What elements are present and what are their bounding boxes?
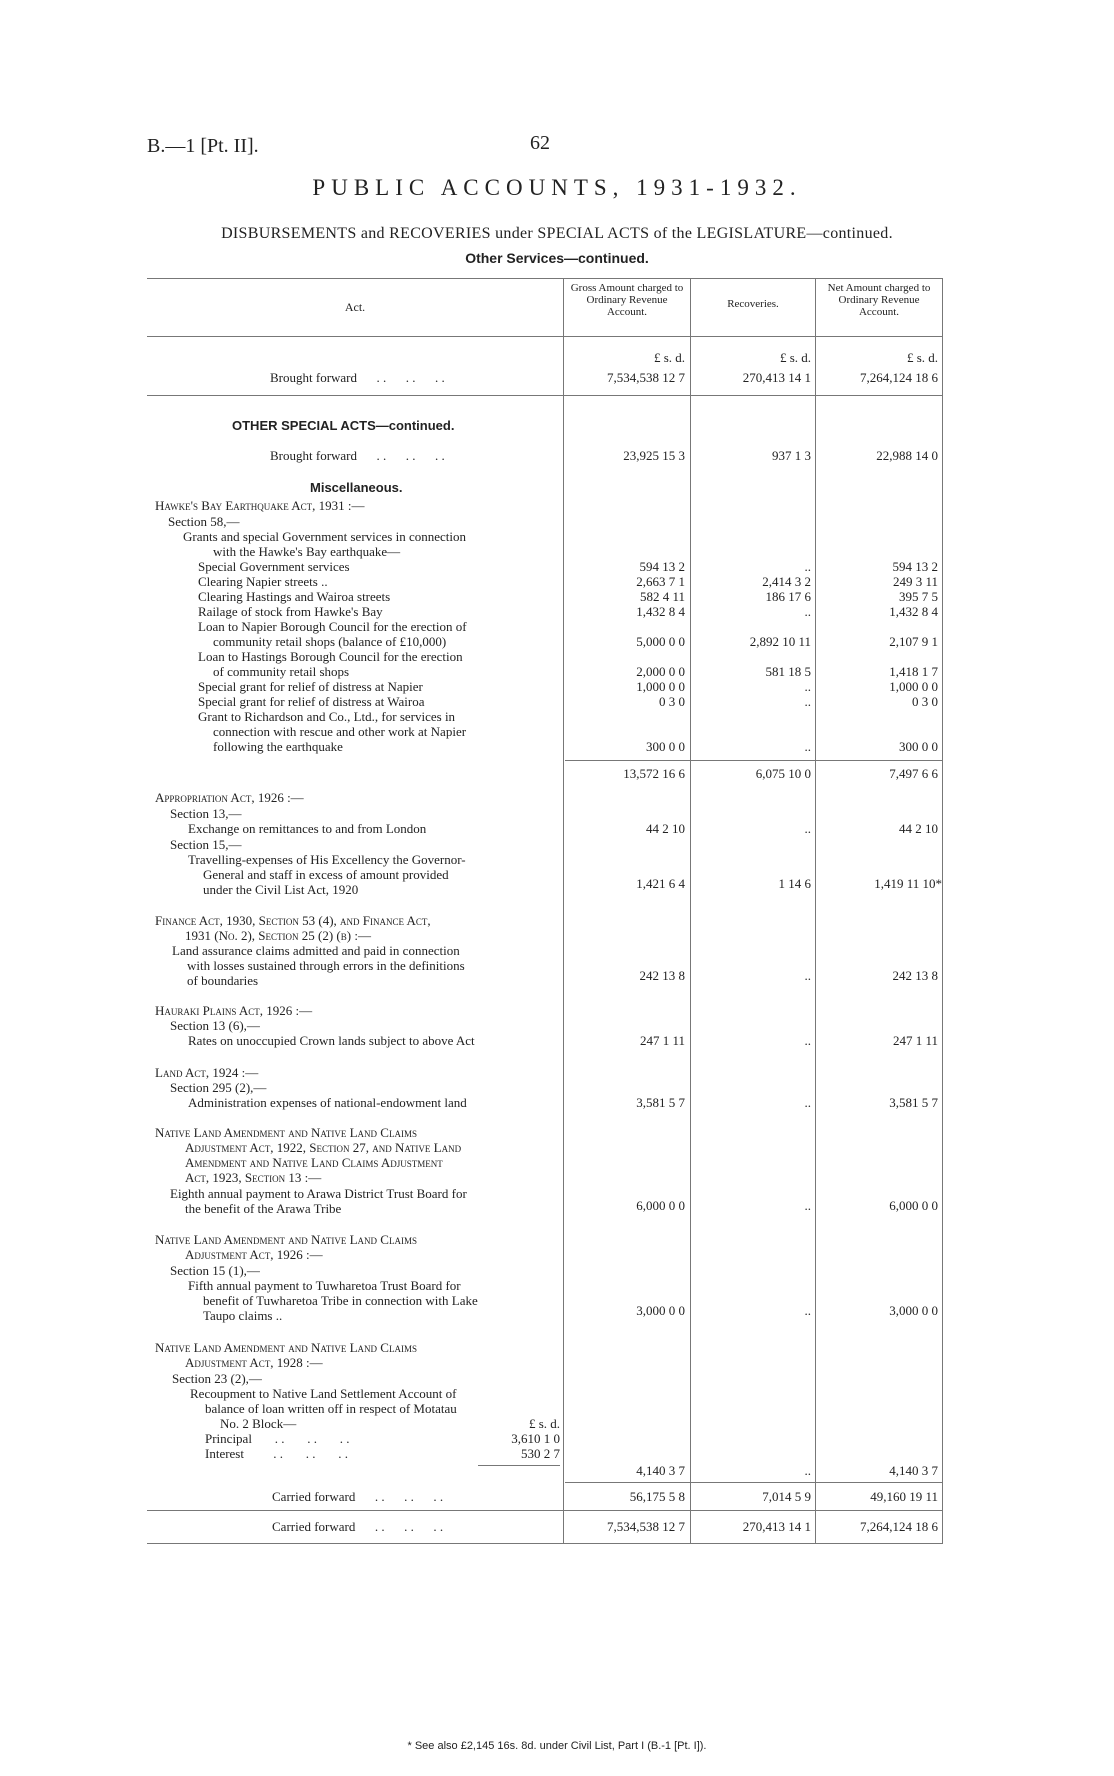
miscellaneous-heading: Miscellaneous.: [310, 480, 403, 495]
item-recoveries: ..: [804, 604, 811, 619]
item-label: Grant to Richardson and Co., Ltd., for services in: [198, 709, 456, 724]
brought-forward-recoveries: 270,413 14 1: [742, 370, 811, 385]
native-1928-sum-rule: [478, 1465, 560, 1466]
section-total-rule: [565, 1482, 942, 1483]
page-subtitle: DISBURSEMENTS and RECOVERIES under SPECIAL ACTS of the LEGISLATURE—continued.: [221, 225, 893, 242]
item-recoveries: 186 17 6: [765, 589, 811, 604]
appropriation-s13-recoveries: ..: [804, 821, 811, 836]
item-net: 395 7 5: [899, 589, 938, 604]
item-gross: 1,432 8 4: [636, 604, 685, 619]
hawkes-bay-subtotal-recoveries: 6,075 10 0: [755, 766, 811, 781]
appropriation-s15-line: under the Civil List Act, 1920: [203, 882, 359, 897]
finance-net: 242 13 8: [892, 968, 938, 983]
item-label: Special grant for relief of distress at Wairoa: [198, 694, 425, 709]
carried-forward-label: Carried forward . . . . . .: [272, 1519, 444, 1534]
appropriation-s15-line: Travelling-expenses of His Excellency the Governor-: [188, 852, 466, 867]
item-gross: 582 4 11: [639, 589, 685, 604]
appropriation-s13-net: 44 2 10: [899, 821, 938, 836]
hawkes-bay-section: Section 58,—: [168, 514, 240, 529]
appropriation-s15: Section 15,—: [170, 837, 242, 852]
native-1922-gross: 6,000 0 0: [636, 1198, 685, 1213]
item-label: Special grant for relief of distress at Napier: [198, 679, 423, 694]
hawkes-bay-act-heading: Hawke's Bay Earthquake Act, 1931 :—: [155, 498, 365, 513]
brought-forward-net: 7,264,124 18 6: [860, 370, 938, 385]
native-1926-net: 3,000 0 0: [889, 1303, 938, 1318]
native-1928-gross: 4,140 3 7: [636, 1463, 685, 1478]
section-heading: OTHER SPECIAL ACTS—continued.: [232, 418, 455, 433]
item-gross: 2,000 0 0: [636, 664, 685, 679]
item-gross: 1,000 0 0: [636, 679, 685, 694]
native-1922-line: Eighth annual payment to Arawa District Trust Board for: [170, 1186, 467, 1201]
native-1922-act-heading: Amendment and Native Land Claims Adjustment: [185, 1155, 443, 1170]
finance-gross: 242 13 8: [639, 968, 685, 983]
land-gross: 3,581 5 7: [636, 1095, 685, 1110]
item-label: Loan to Napier Borough Council for the erection of: [198, 619, 467, 634]
recoveries-column-header: Recoveries.: [727, 298, 779, 310]
land-item: Administration expenses of national-endowment land: [188, 1095, 467, 1110]
native-1928-act-heading: Adjustment Act, 1928 :—: [185, 1355, 323, 1370]
native-1928-line: Recoupment to Native Land Settlement Account of: [190, 1386, 457, 1401]
appropriation-s13: Section 13,—: [170, 806, 242, 821]
gross-column-rule: [563, 278, 564, 1543]
section-brought-forward-label: Brought forward . . . . . .: [270, 448, 445, 463]
hauraki-section: Section 13 (6),—: [170, 1018, 260, 1033]
recoveries-column-rule: [690, 278, 691, 1543]
native-1922-act-heading: Act, 1923, Section 13 :—: [185, 1170, 322, 1185]
item-recoveries: 2,414 3 2: [762, 574, 811, 589]
item-label-cont: following the earthquake: [213, 739, 343, 754]
native-1928-act-heading: Native Land Amendment and Native Land Claims: [155, 1340, 417, 1355]
document-reference: B.—1 [Pt. II].: [147, 135, 259, 157]
native-1926-act-heading: Adjustment Act, 1926 :—: [185, 1247, 323, 1262]
land-section: Section 295 (2),—: [170, 1080, 267, 1095]
carried-forward-gross: 7,534,538 12 7: [607, 1519, 685, 1534]
table-bottom-rule: [147, 1543, 943, 1544]
land-net: 3,581 5 7: [889, 1095, 938, 1110]
hauraki-act-heading: Hauraki Plains Act, 1926 :—: [155, 1003, 313, 1018]
hawkes-bay-intro-1: Grants and special Government services in connection: [183, 529, 467, 544]
item-recoveries: ..: [804, 739, 811, 754]
finance-line: Land assurance claims admitted and paid in connection: [172, 943, 460, 958]
brought-forward-rule: [147, 395, 943, 396]
section-brought-forward-recoveries: 937 1 3: [772, 448, 811, 463]
native-1922-recoveries: ..: [804, 1198, 811, 1213]
hawkes-bay-intro-2: with the Hawke's Bay earthquake—: [213, 544, 401, 559]
native-1926-gross: 3,000 0 0: [636, 1303, 685, 1318]
native-1928-principal-label: Principal . . . . . .: [205, 1431, 350, 1446]
native-1928-interest-label: Interest . . . . . .: [205, 1446, 348, 1461]
section-brought-forward-net: 22,988 14 0: [876, 448, 938, 463]
appropriation-s15-gross: 1,421 6 4: [636, 876, 685, 891]
item-gross: 5,000 0 0: [636, 634, 685, 649]
footnote: * See also £2,145 16s. 8d. under Civil List, Part I (B.-1 [Pt. I]).: [407, 1740, 707, 1752]
appropriation-s15-net: 1,419 11 10*: [874, 876, 942, 891]
item-recoveries: 581 18 5: [765, 664, 811, 679]
item-net: 594 13 2: [892, 559, 938, 574]
item-recoveries: 2,892 10 11: [749, 634, 811, 649]
section-carried-forward-gross: 56,175 5 8: [629, 1489, 685, 1504]
item-label-cont: of community retail shops: [213, 664, 350, 679]
item-recoveries: ..: [804, 559, 811, 574]
gross-units: £ s. d.: [653, 350, 685, 365]
net-units: £ s. d.: [906, 350, 938, 365]
item-net: 1,432 8 4: [889, 604, 938, 619]
carried-forward-recoveries: 270,413 14 1: [742, 1519, 811, 1534]
item-label: Clearing Hastings and Wairoa streets: [198, 589, 391, 604]
header-rule: [147, 336, 943, 337]
item-net: 249 3 11: [892, 574, 938, 589]
appropriation-s15-recoveries: 1 14 6: [778, 876, 811, 891]
native-1928-line: balance of loan written off in respect of Motatau: [205, 1401, 457, 1416]
section-carried-forward-label: Carried forward . . . . . .: [272, 1489, 444, 1504]
native-1926-act-heading: Native Land Amendment and Native Land Claims: [155, 1232, 417, 1247]
finance-act-heading: Finance Act, 1930, Section 53 (4), and Finance Act,: [155, 913, 431, 928]
appropriation-s13-item: Exchange on remittances to and from London: [188, 821, 427, 836]
net-column-rule: [815, 278, 816, 1543]
item-net: 1,418 1 7: [889, 664, 938, 679]
subtotal-rule: [565, 760, 942, 761]
item-label: Railage of stock from Hawke's Bay: [198, 604, 383, 619]
native-1922-act-heading: Native Land Amendment and Native Land Claims: [155, 1125, 417, 1140]
native-1926-line: Fifth annual payment to Tuwharetoa Trust Board for: [188, 1278, 461, 1293]
native-1922-net: 6,000 0 0: [889, 1198, 938, 1213]
item-recoveries: ..: [804, 679, 811, 694]
native-1928-interest-value: 530 2 7: [521, 1446, 560, 1461]
hauraki-gross: 247 1 11: [639, 1033, 685, 1048]
item-label-cont: connection with rescue and other work at Napier: [213, 724, 467, 739]
item-net: 1,000 0 0: [889, 679, 938, 694]
native-1928-units: £ s. d.: [528, 1416, 560, 1431]
brought-forward-gross: 7,534,538 12 7: [607, 370, 685, 385]
finance-line: of boundaries: [187, 973, 259, 988]
item-label-cont: community retail shops (balance of £10,000): [213, 634, 447, 649]
native-1926-section: Section 15 (1),—: [170, 1263, 260, 1278]
gross-column-header: Gross Amount charged to Ordinary Revenue Account.: [570, 282, 684, 318]
appropriation-s15-line: General and staff in excess of amount provided: [203, 867, 449, 882]
net-column-header: Net Amount charged to Ordinary Revenue Account.: [827, 282, 931, 318]
item-net: 0 3 0: [912, 694, 938, 709]
native-1928-recoveries: ..: [804, 1463, 811, 1478]
section-brought-forward-gross: 23,925 15 3: [623, 448, 685, 463]
native-1926-line: Taupo claims ..: [203, 1308, 283, 1323]
item-label: Clearing Napier streets ..: [198, 574, 328, 589]
section-carried-forward-net: 49,160 19 11: [870, 1489, 938, 1504]
native-1922-line: the benefit of the Arawa Tribe: [185, 1201, 342, 1216]
section-carried-forward-recoveries: 7,014 5 9: [762, 1489, 811, 1504]
finance-act-heading-2: 1931 (No. 2), Section 25 (2) (b) :—: [185, 928, 371, 943]
native-1928-section: Section 23 (2),—: [172, 1371, 262, 1386]
hawkes-bay-subtotal-gross: 13,572 16 6: [623, 766, 685, 781]
carried-forward-net: 7,264,124 18 6: [860, 1519, 938, 1534]
appropriation-s13-gross: 44 2 10: [646, 821, 685, 836]
native-1928-net: 4,140 3 7: [889, 1463, 938, 1478]
native-1926-recoveries: ..: [804, 1303, 811, 1318]
native-1926-line: benefit of Tuwharetoa Tribe in connection with Lake: [203, 1293, 478, 1308]
appropriation-act-heading: Appropriation Act, 1926 :—: [155, 790, 304, 805]
page-number: 62: [530, 132, 550, 154]
table-top-rule: [147, 278, 943, 279]
land-act-heading: Land Act, 1924 :—: [155, 1065, 259, 1080]
finance-line: with losses sustained through errors in the definitions: [187, 958, 465, 973]
page-subtitle-2: Other Services—continued.: [465, 250, 649, 266]
act-column-header: Act.: [344, 300, 366, 314]
hauraki-net: 247 1 11: [892, 1033, 938, 1048]
table-right-rule: [942, 278, 943, 1543]
finance-recoveries: ..: [804, 968, 811, 983]
native-1928-line: No. 2 Block—: [220, 1416, 297, 1431]
item-label: Special Government services: [198, 559, 350, 574]
land-recoveries: ..: [804, 1095, 811, 1110]
hawkes-bay-subtotal-net: 7,497 6 6: [889, 766, 938, 781]
item-gross: 2,663 7 1: [636, 574, 685, 589]
item-net: 300 0 0: [899, 739, 938, 754]
item-recoveries: ..: [804, 694, 811, 709]
recoveries-units: £ s. d.: [779, 350, 811, 365]
page-title: PUBLIC ACCOUNTS, 1931-1932.: [312, 175, 802, 200]
native-1928-principal-value: 3,610 1 0: [511, 1431, 560, 1446]
item-gross: 300 0 0: [646, 739, 685, 754]
carried-forward-rule: [147, 1510, 943, 1511]
hauraki-recoveries: ..: [804, 1033, 811, 1048]
item-gross: 594 13 2: [639, 559, 685, 574]
hauraki-item: Rates on unoccupied Crown lands subject to above Act: [188, 1033, 475, 1048]
item-label: Loan to Hastings Borough Council for the erection: [198, 649, 463, 664]
item-net: 2,107 9 1: [889, 634, 938, 649]
item-gross: 0 3 0: [659, 694, 685, 709]
native-1922-act-heading: Adjustment Act, 1922, Section 27, and Native Land: [185, 1140, 462, 1155]
brought-forward-label: Brought forward . . . . . .: [270, 370, 445, 385]
